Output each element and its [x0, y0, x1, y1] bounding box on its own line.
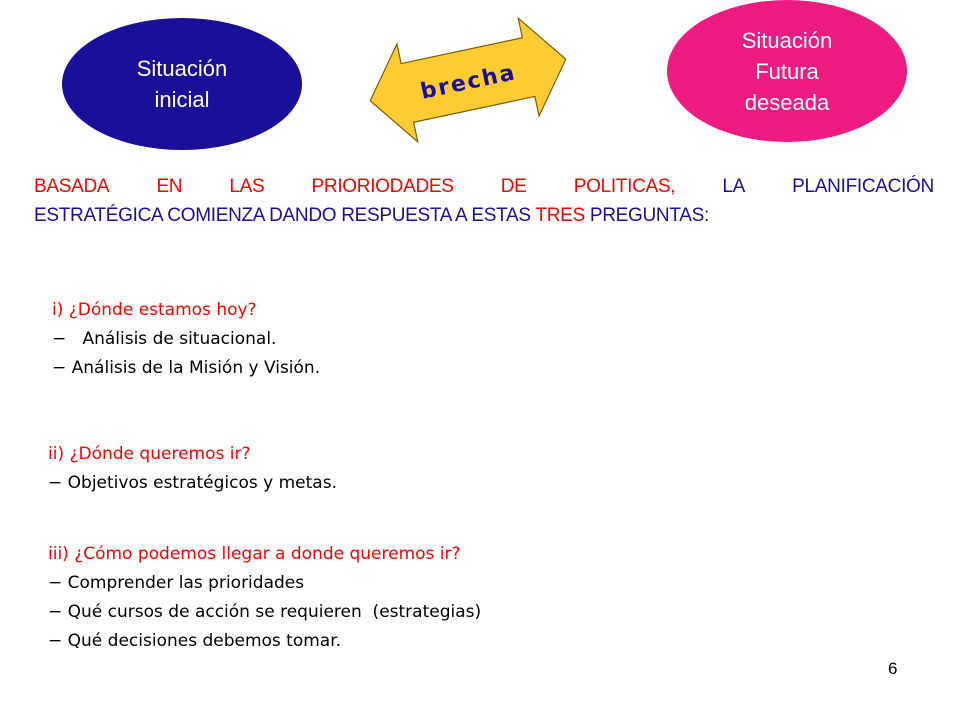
intro-paragraph: [34, 172, 934, 230]
initial-situation-ellipse: [62, 18, 302, 150]
intro-word: PRIORIODADES: [311, 176, 454, 197]
question-item: − Qué cursos de acción se requieren (estrategias): [48, 602, 482, 622]
question-heading: ii) ¿Dónde queremos ir?: [48, 444, 251, 464]
gap-arrow-label: brecha: [418, 60, 519, 105]
question-item: − Análisis de situacional.: [52, 329, 277, 349]
intro-emphasis: TRES: [535, 205, 585, 226]
page-number: 6: [888, 659, 898, 678]
intro-word: POLITICAS,: [573, 176, 676, 197]
question-heading: iii) ¿Cómo podemos llegar a donde queremos ir?: [48, 544, 461, 564]
question-item: − Objetivos estratégicos y metas.: [48, 473, 337, 493]
intro-text: ESTRATÉGICA COMIENZA DANDO RESPUESTA A ESTAS: [34, 205, 536, 226]
intro-word: LA: [722, 176, 746, 197]
intro-word: BASADA: [34, 176, 110, 197]
question-block-2: [48, 440, 337, 498]
intro-text: PREGUNTAS:: [584, 205, 709, 226]
intro-line-2: [34, 201, 934, 230]
question-block-3: [48, 540, 481, 656]
question-item: − Qué decisiones debemos tomar.: [48, 631, 342, 651]
question-item: − Análisis de la Misión y Visión.: [52, 358, 321, 378]
future-situation-label: Situación Futura deseada: [741, 27, 833, 115]
intro-word: LAS: [229, 176, 265, 197]
future-situation-ellipse: [667, 0, 907, 142]
question-block-1: [52, 296, 320, 383]
intro-word: DE: [500, 176, 527, 197]
intro-word: PLANIFICACIÓN: [792, 176, 934, 197]
intro-word: EN: [156, 176, 183, 197]
initial-situation-label: Situación inicial: [136, 56, 228, 112]
gap-arrow: [358, 0, 578, 160]
question-item: − Comprender las prioridades: [48, 573, 305, 593]
question-heading: i) ¿Dónde estamos hoy?: [52, 300, 257, 320]
intro-line-1: [34, 172, 934, 201]
